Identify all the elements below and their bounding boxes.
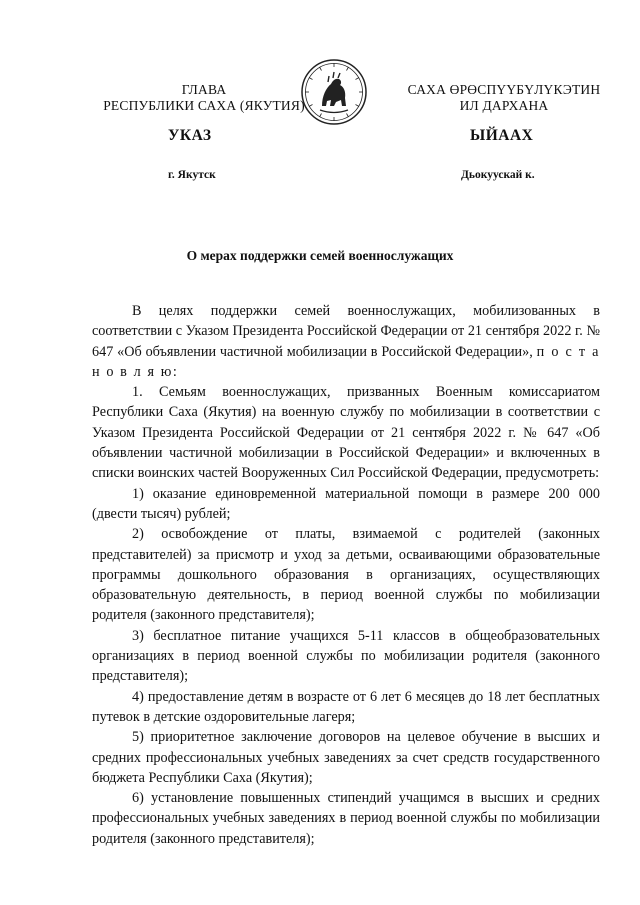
item-4: 4) предоставление детям в возрасте от 6 лет 6 месяцев до 18 лет бесплатных путевок в детские оздоровительные лагеря; [92,688,600,725]
decree-word: п о с т а н о в л я ю: [92,343,601,380]
issuer-line-2-yakut: ИЛ ДАРХАНА [459,98,549,113]
city-russian: г. Якутск [168,169,216,181]
intro-text: В целях поддержки семей военнослужащих, мобилизованных в соответствии с Указом Президента Российской Федерации от 21 сентября 2022 г. № 647 «Об объявлении частичной мобилизации в Российской Федерации», [92,303,600,360]
paragraph-1: 1. Семьям военнослужащих, призванных Военным комиссариатом Республики Саха (Якутия) на военную службу по мобилизации в соответствии с Указом Президента Российской Федерации от 21 сентября 2022 г. № 647 «Об объявлении частичной мобилизации в Российской Федерации» и включенных в списки воинских частей Вооруженных Сил Российской Федерации, предусмотреть: [92,384,600,482]
document-type-yakut: ЫЙААХ [470,127,534,144]
document-heading: О мерах поддержки семей военнослужащих [186,248,454,263]
item-5: 5) приоритетное заключение договоров на целевое обучение в высших и средних профессиональных учебных заведениях за счет средств государственного бюджета Республики Саха (Якутия); [92,729,600,786]
issuer-header-yakut [392,82,616,114]
issuer-line-2: РЕСПУБЛИКИ САХА (ЯКУТИЯ) [103,98,305,113]
issuer-line-1-yakut: САХА ӨРӨСПҮҮБҮЛҮКЭТИН [407,82,601,97]
issuer-header-russian [74,82,334,114]
issuer-line-1: ГЛАВА [181,82,227,97]
item-1: 1) оказание единовременной материальной помощи в размере 200 000 (двести тысяч) рублей; [92,485,600,522]
intro-paragraph [92,301,600,382]
item-3: 3) бесплатное питание учащихся 5-11 классов в общеобразовательных организациях в период военной службы по мобилизации родителя (законного представителя); [92,627,600,685]
document-type-russian: УКАЗ [168,127,212,144]
republic-emblem-icon [300,58,368,126]
city-yakut: Дьокуускай к. [461,169,535,181]
item-2: 2) освобождение от платы, взимаемой с родителей (законных представителей) за присмотр и уход за детьми, осваивающими образовательные программы дошкольного образования в организациях, осуществляющих образовательную деятельность, в период военной службы по мобилизации родителя (законного представителя); [92,526,600,624]
item-6: 6) установление повышенных стипендий учащимся в высших и средних профессиональных учебных заведениях в период военной службы по мобилизации родителя (законного представителя); [92,790,600,847]
document-body [92,301,600,849]
